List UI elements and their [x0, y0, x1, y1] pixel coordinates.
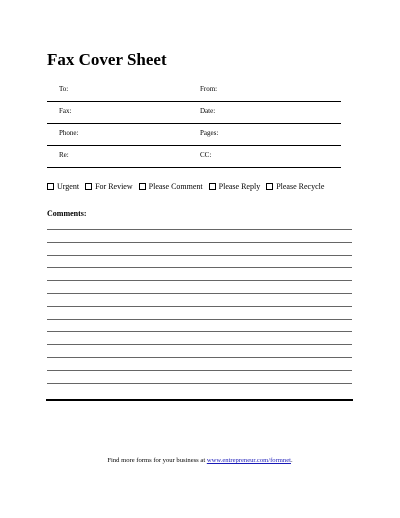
checkbox-icon[interactable] — [47, 183, 54, 190]
comment-line[interactable] — [47, 306, 352, 319]
field-row — [47, 146, 341, 168]
phone-field-label[interactable]: Phone: — [59, 129, 79, 137]
pages-field-label[interactable]: Pages: — [200, 129, 219, 137]
for-review-checkbox[interactable] — [85, 182, 133, 191]
please-recycle-label: Please Recycle — [276, 182, 325, 191]
please-reply-label: Please Reply — [218, 182, 261, 191]
divider — [46, 399, 353, 401]
urgent-label: Urgent — [57, 182, 80, 191]
please-comment-checkbox[interactable] — [139, 182, 203, 191]
urgent-checkbox[interactable] — [47, 182, 79, 191]
please-recycle-checkbox[interactable] — [266, 182, 324, 191]
checkbox-icon[interactable] — [209, 183, 216, 190]
please-reply-checkbox[interactable] — [209, 182, 261, 191]
comment-line[interactable] — [47, 280, 352, 293]
comment-line[interactable] — [47, 229, 352, 242]
checkbox-icon[interactable] — [85, 183, 92, 190]
field-row — [47, 102, 341, 124]
comment-line[interactable] — [47, 357, 352, 370]
checkbox-row — [47, 182, 357, 191]
comment-line[interactable] — [47, 255, 352, 268]
to-field-label[interactable]: To: — [59, 85, 69, 93]
comments-label: Comments: — [47, 209, 87, 218]
comments-area[interactable] — [47, 229, 352, 395]
comment-line[interactable] — [47, 267, 352, 280]
comment-line[interactable] — [47, 293, 352, 306]
footer-text: Find more forms for your business at — [107, 457, 207, 464]
re-field-label[interactable]: Re: — [59, 151, 69, 159]
fax-field-label[interactable]: Fax: — [59, 107, 72, 115]
cc-field-label[interactable]: CC: — [200, 151, 212, 159]
for-review-label: For Review — [95, 182, 133, 191]
page-title: Fax Cover Sheet — [47, 50, 167, 69]
from-field-label[interactable]: From: — [200, 85, 218, 93]
date-field-label[interactable]: Date: — [200, 107, 216, 115]
checkbox-icon[interactable] — [139, 183, 146, 190]
comment-line[interactable] — [47, 383, 352, 396]
footer-link[interactable]: www.entrepreneur.com/formnet — [206, 457, 291, 464]
comment-line[interactable] — [47, 242, 352, 255]
field-row — [47, 80, 341, 102]
comment-line[interactable] — [47, 319, 352, 332]
footer — [0, 457, 400, 464]
comment-line[interactable] — [47, 344, 352, 357]
comment-line[interactable] — [47, 370, 352, 383]
comment-line[interactable] — [47, 331, 352, 344]
please-comment-label: Please Comment — [148, 182, 203, 191]
footer-end: . — [290, 457, 293, 464]
field-row — [47, 124, 341, 146]
header-fields — [47, 80, 341, 168]
checkbox-icon[interactable] — [266, 183, 273, 190]
